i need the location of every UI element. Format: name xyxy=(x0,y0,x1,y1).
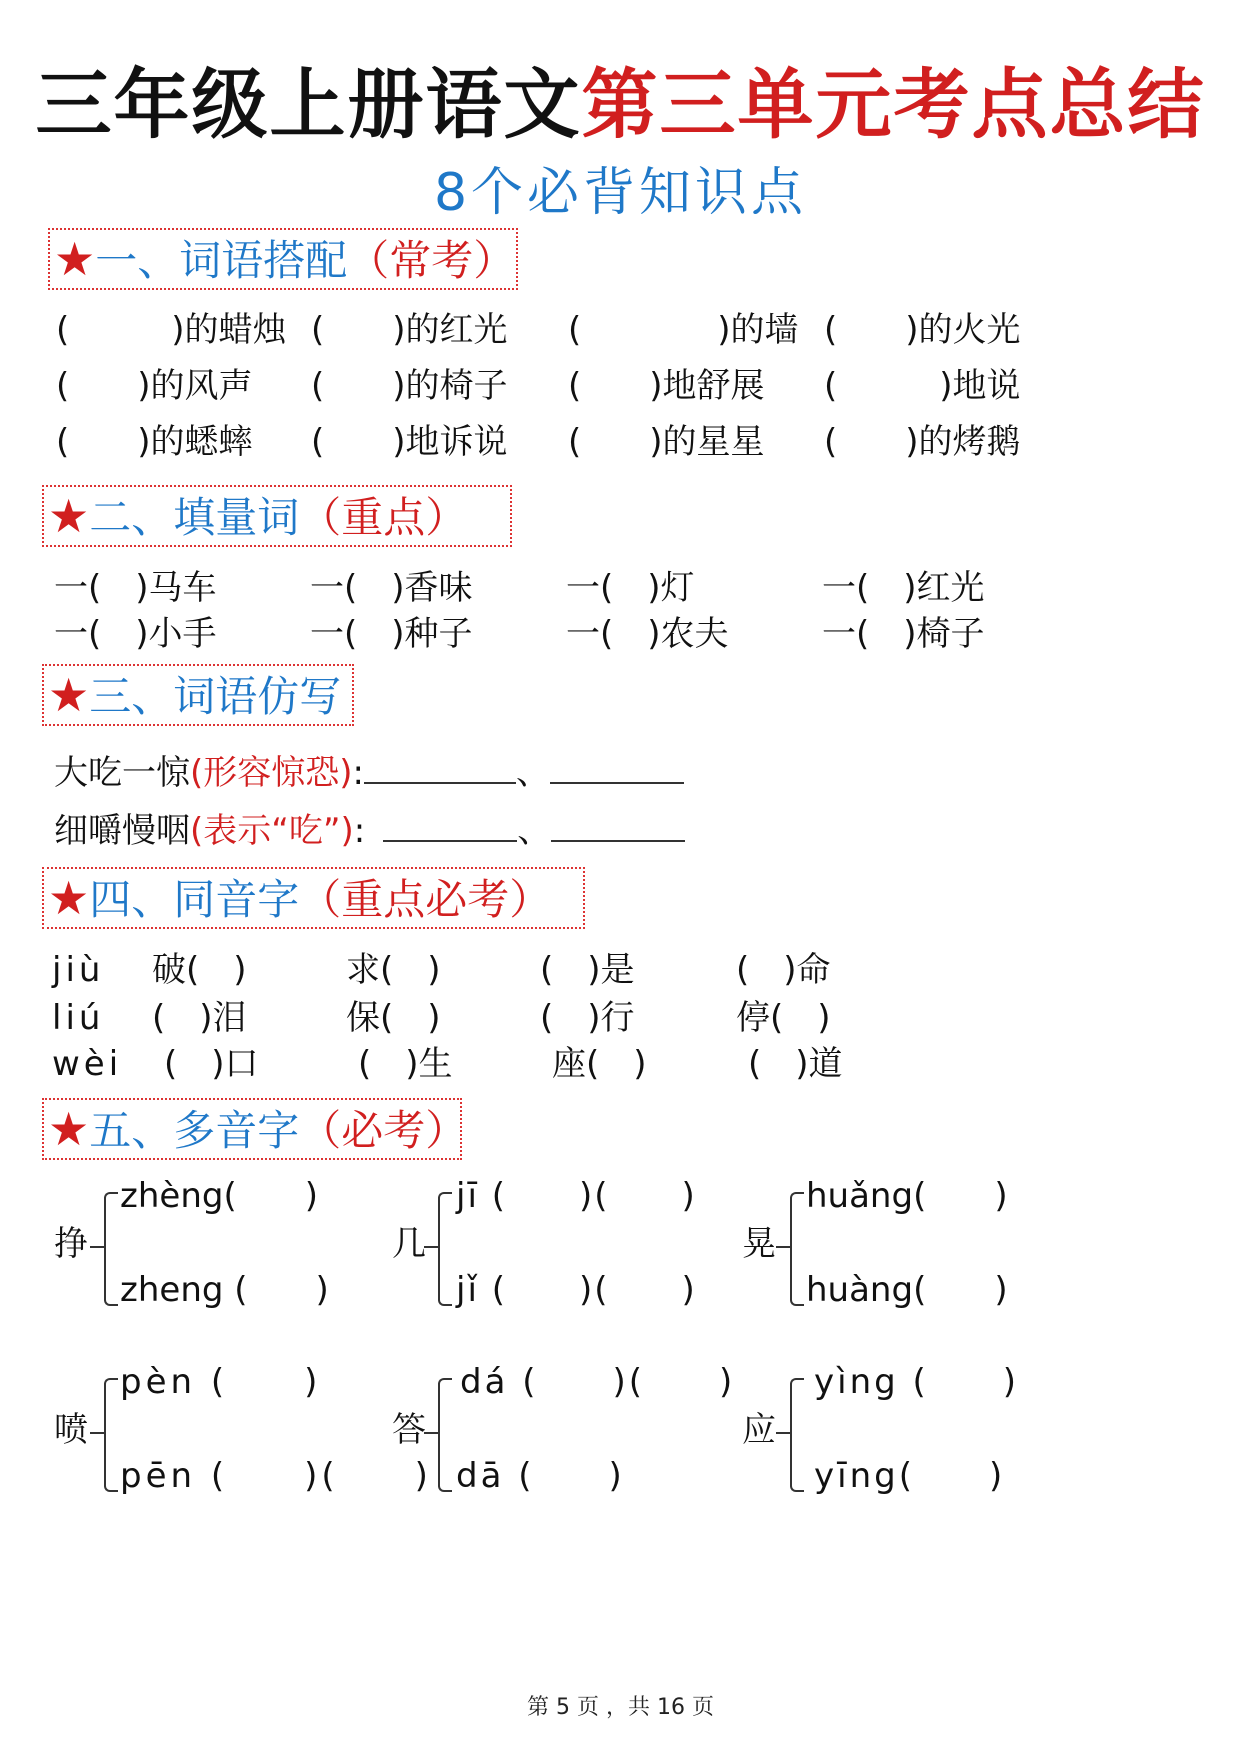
homophone-item[interactable]: 停( ) xyxy=(736,998,831,1038)
homophone-item[interactable]: ( )泪 xyxy=(152,998,247,1038)
brace-icon xyxy=(790,1378,804,1492)
brace-icon xyxy=(438,1378,452,1492)
homophone-item[interactable]: 保( ) xyxy=(346,998,441,1038)
word-hint: (表示“吃”) xyxy=(190,811,354,851)
collocation-item[interactable]: ( )的风声 xyxy=(56,366,253,406)
separator: 、 xyxy=(517,811,552,851)
pinyin: jiù xyxy=(52,950,105,990)
word-hint: (形容惊恐) xyxy=(190,753,353,793)
section-tag: （重点） xyxy=(299,493,468,542)
polyphone-char: 喷 xyxy=(54,1410,88,1450)
polyphone-reading[interactable]: huàng( ) xyxy=(806,1270,1008,1310)
homophone-item[interactable]: 破( ) xyxy=(152,950,247,990)
collocation-item[interactable]: ( )地说 xyxy=(824,366,1021,406)
section-header-3 xyxy=(42,664,354,726)
brace-tick xyxy=(90,1432,104,1434)
section-header-4 xyxy=(42,867,585,929)
polyphone-reading[interactable]: pèn ( ) xyxy=(120,1362,322,1402)
answer-blank[interactable] xyxy=(550,748,684,784)
polyphone-reading[interactable]: huǎng( ) xyxy=(806,1176,1008,1216)
polyphone-reading[interactable]: dá ( )( ) xyxy=(460,1362,736,1402)
model-word: 大吃一惊 xyxy=(54,753,190,793)
section-tag: （常考） xyxy=(347,236,516,285)
polyphone-reading[interactable]: zhèng( ) xyxy=(120,1176,318,1216)
homophone-item[interactable]: ( )是 xyxy=(540,950,635,990)
section-title: 五、多音字 xyxy=(89,1106,300,1155)
brace-icon xyxy=(104,1378,118,1492)
star-icon: ★ xyxy=(48,489,90,543)
homophone-item[interactable]: ( )口 xyxy=(164,1044,259,1084)
polyphone-reading[interactable]: yìng ( ) xyxy=(814,1362,1020,1402)
collocation-item[interactable]: ( )的火光 xyxy=(824,310,1021,350)
polyphone-char: 几 xyxy=(392,1224,426,1264)
measure-item[interactable]: 一( )红光 xyxy=(822,568,985,608)
pinyin: liú xyxy=(52,998,105,1038)
section-title: 一、词语搭配 xyxy=(95,236,348,285)
polyphone-reading[interactable]: pēn ( )( ) xyxy=(120,1456,432,1496)
answer-blank[interactable] xyxy=(383,806,517,842)
polyphone-reading[interactable]: zheng ( ) xyxy=(120,1270,329,1310)
answer-blank[interactable] xyxy=(551,806,685,842)
brace-icon xyxy=(438,1192,452,1306)
star-icon: ★ xyxy=(48,1102,90,1156)
section-header-1 xyxy=(48,228,518,290)
homophone-item[interactable]: ( )道 xyxy=(748,1044,843,1084)
section-tag: （必考） xyxy=(299,1106,468,1155)
section-title: 二、填量词 xyxy=(89,493,300,542)
collocation-item[interactable]: ( )的蜡烛 xyxy=(56,310,287,350)
title-part-unit: 第三单元考点总结 xyxy=(581,60,1206,149)
measure-item[interactable]: 一( )香味 xyxy=(310,568,473,608)
title-part-grade: 三年级上册语文 xyxy=(35,60,582,149)
polyphone-char: 应 xyxy=(742,1410,776,1450)
collocation-item[interactable]: ( )的椅子 xyxy=(311,366,508,406)
colon: : xyxy=(352,753,364,793)
separator: 、 xyxy=(516,753,550,793)
polyphone-char: 晃 xyxy=(742,1224,776,1264)
collocation-item[interactable]: ( )的墙 xyxy=(568,310,799,350)
measure-item[interactable]: 一( )马车 xyxy=(54,568,217,608)
collocation-item[interactable]: ( )的烤鹅 xyxy=(824,422,1021,462)
measure-item[interactable]: 一( )小手 xyxy=(54,614,217,654)
homophone-item[interactable]: ( )命 xyxy=(736,950,831,990)
polyphone-reading[interactable]: dā ( ) xyxy=(456,1456,625,1496)
brace-tick xyxy=(424,1432,438,1434)
polyphone-reading[interactable]: yīng( ) xyxy=(814,1456,1006,1496)
pinyin: wèi xyxy=(52,1044,123,1084)
star-icon: ★ xyxy=(54,232,96,286)
answer-blank[interactable] xyxy=(364,748,516,784)
polyphone-reading[interactable]: jī ( )( ) xyxy=(456,1176,697,1216)
section-title: 四、同音字 xyxy=(89,875,300,924)
imitation-row xyxy=(54,806,685,853)
section-tag: （重点必考） xyxy=(299,875,552,924)
polyphone-reading[interactable]: jǐ ( )( ) xyxy=(456,1270,697,1310)
star-icon: ★ xyxy=(48,668,90,722)
homophone-item[interactable]: ( )行 xyxy=(540,998,635,1038)
colon: : xyxy=(353,811,366,851)
section-title: 三、词语仿写 xyxy=(89,672,342,721)
homophone-item[interactable]: ( )生 xyxy=(358,1044,453,1084)
brace-tick xyxy=(776,1432,790,1434)
collocation-item[interactable]: ( )地诉说 xyxy=(311,422,508,462)
measure-item[interactable]: 一( )种子 xyxy=(310,614,473,654)
collocation-item[interactable]: ( )的星星 xyxy=(568,422,765,462)
brace-tick xyxy=(776,1246,790,1248)
collocation-item[interactable]: ( )的蟋蟀 xyxy=(56,422,253,462)
collocation-item[interactable]: ( )的红光 xyxy=(311,310,508,350)
collocation-item[interactable]: ( )地舒展 xyxy=(568,366,765,406)
brace-icon xyxy=(104,1192,118,1306)
page-subtitle: 8个必背知识点 xyxy=(433,163,808,223)
imitation-row xyxy=(54,748,684,795)
brace-icon xyxy=(790,1192,804,1306)
section-header-5 xyxy=(42,1098,468,1160)
measure-item[interactable]: 一( )椅子 xyxy=(822,614,985,654)
measure-item[interactable]: 一( )农夫 xyxy=(566,614,729,654)
polyphone-char: 挣 xyxy=(54,1224,88,1264)
homophone-item[interactable]: 求( ) xyxy=(346,950,441,990)
brace-tick xyxy=(90,1246,104,1248)
model-word: 细嚼慢咽 xyxy=(54,811,190,851)
section-header-2 xyxy=(42,485,512,547)
page-title xyxy=(0,60,1241,150)
homophone-item[interactable]: 座( ) xyxy=(552,1044,647,1084)
polyphone-char: 答 xyxy=(392,1410,426,1450)
page-number: 第 5 页 ，共 16 页 xyxy=(527,1695,714,1720)
star-icon: ★ xyxy=(48,871,90,925)
brace-tick xyxy=(424,1246,438,1248)
measure-item[interactable]: 一( )灯 xyxy=(566,568,695,608)
